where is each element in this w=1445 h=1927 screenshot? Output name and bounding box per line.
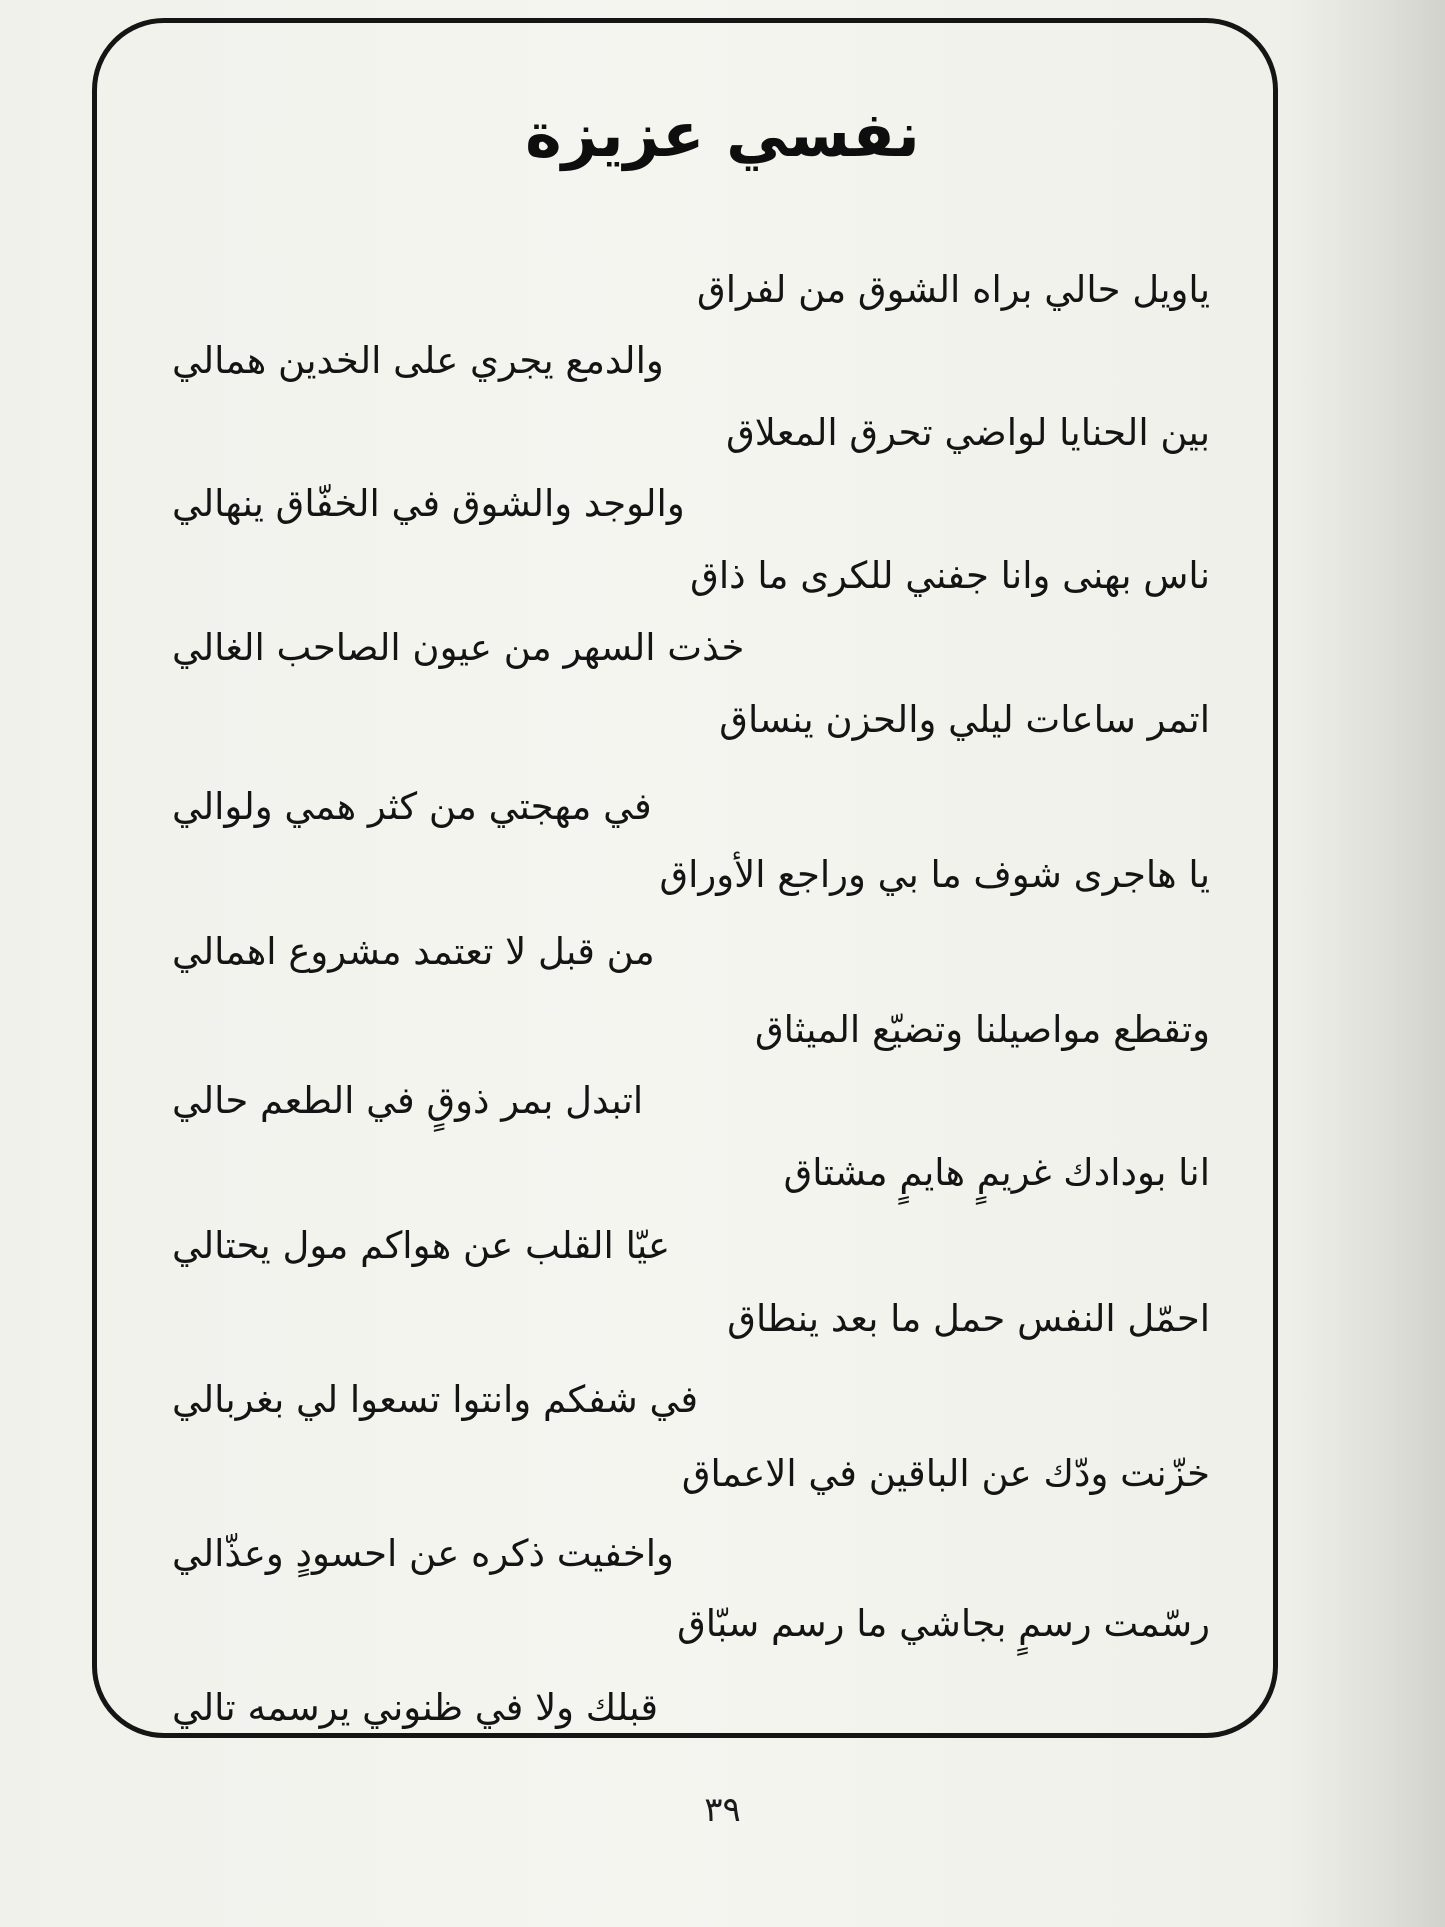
verse-6-first-hemistich: وتقطع مواصيلنا وتضيّع الميثاق	[754, 1008, 1210, 1051]
poem-title: نفسي عزيزة	[525, 98, 920, 171]
verse-8-second-hemistich: في شفكم وانتوا تسعوا لي بغربالي	[172, 1378, 699, 1421]
verse-2-second-hemistich: والوجد والشوق في الخفّاق ينهالي	[172, 482, 685, 525]
verse-2-first-hemistich: بين الحنايا لواضي تحرق المعلاق	[726, 411, 1210, 454]
page-gutter-shadow	[1295, 0, 1445, 1927]
verse-1-second-hemistich: والدمع يجري على الخدين همالي	[172, 339, 664, 382]
verse-10-first-hemistich: رسّمت رسمٍ بجاشي ما رسم سبّاق	[677, 1602, 1210, 1645]
verse-1-first-hemistich: ياويل حالي براه الشوق من لفراق	[697, 268, 1210, 311]
verse-9-first-hemistich: خزّنت ودّك عن الباقين في الاعماق	[681, 1452, 1210, 1495]
verse-3-second-hemistich: خذت السهر من عيون الصاحب الغالي	[172, 626, 745, 669]
page-number: ٣٩	[704, 1790, 741, 1830]
verse-4-first-hemistich: اتمر ساعات ليلي والحزن ينساق	[719, 698, 1210, 741]
verse-9-second-hemistich: واخفيت ذكره عن احسودٍ وعذّالي	[172, 1532, 674, 1575]
verse-7-first-hemistich: انا بودادك غريمٍ هايمٍ مشتاق	[783, 1151, 1210, 1194]
verse-8-first-hemistich: احمّل النفس حمل ما بعد ينطاق	[727, 1297, 1210, 1340]
verse-7-second-hemistich: عيّا القلب عن هواكم مول يحتالي	[172, 1224, 671, 1267]
verse-4-second-hemistich: في مهجتي من كثر همي ولوالي	[172, 785, 652, 828]
verse-6-second-hemistich: اتبدل بمر ذوقٍ في الطعم حالي	[172, 1079, 644, 1122]
verse-10-second-hemistich: قبلك ولا في ظنوني يرسمه تالي	[172, 1686, 659, 1729]
verse-3-first-hemistich: ناس بهنى وانا جفني للكرى ما ذاق	[690, 554, 1210, 597]
verse-5-first-hemistich: يا هاجرى شوف ما بي وراجع الأوراق	[659, 853, 1210, 896]
verse-5-second-hemistich: من قبل لا تعتمد مشروع اهمالي	[172, 930, 655, 973]
